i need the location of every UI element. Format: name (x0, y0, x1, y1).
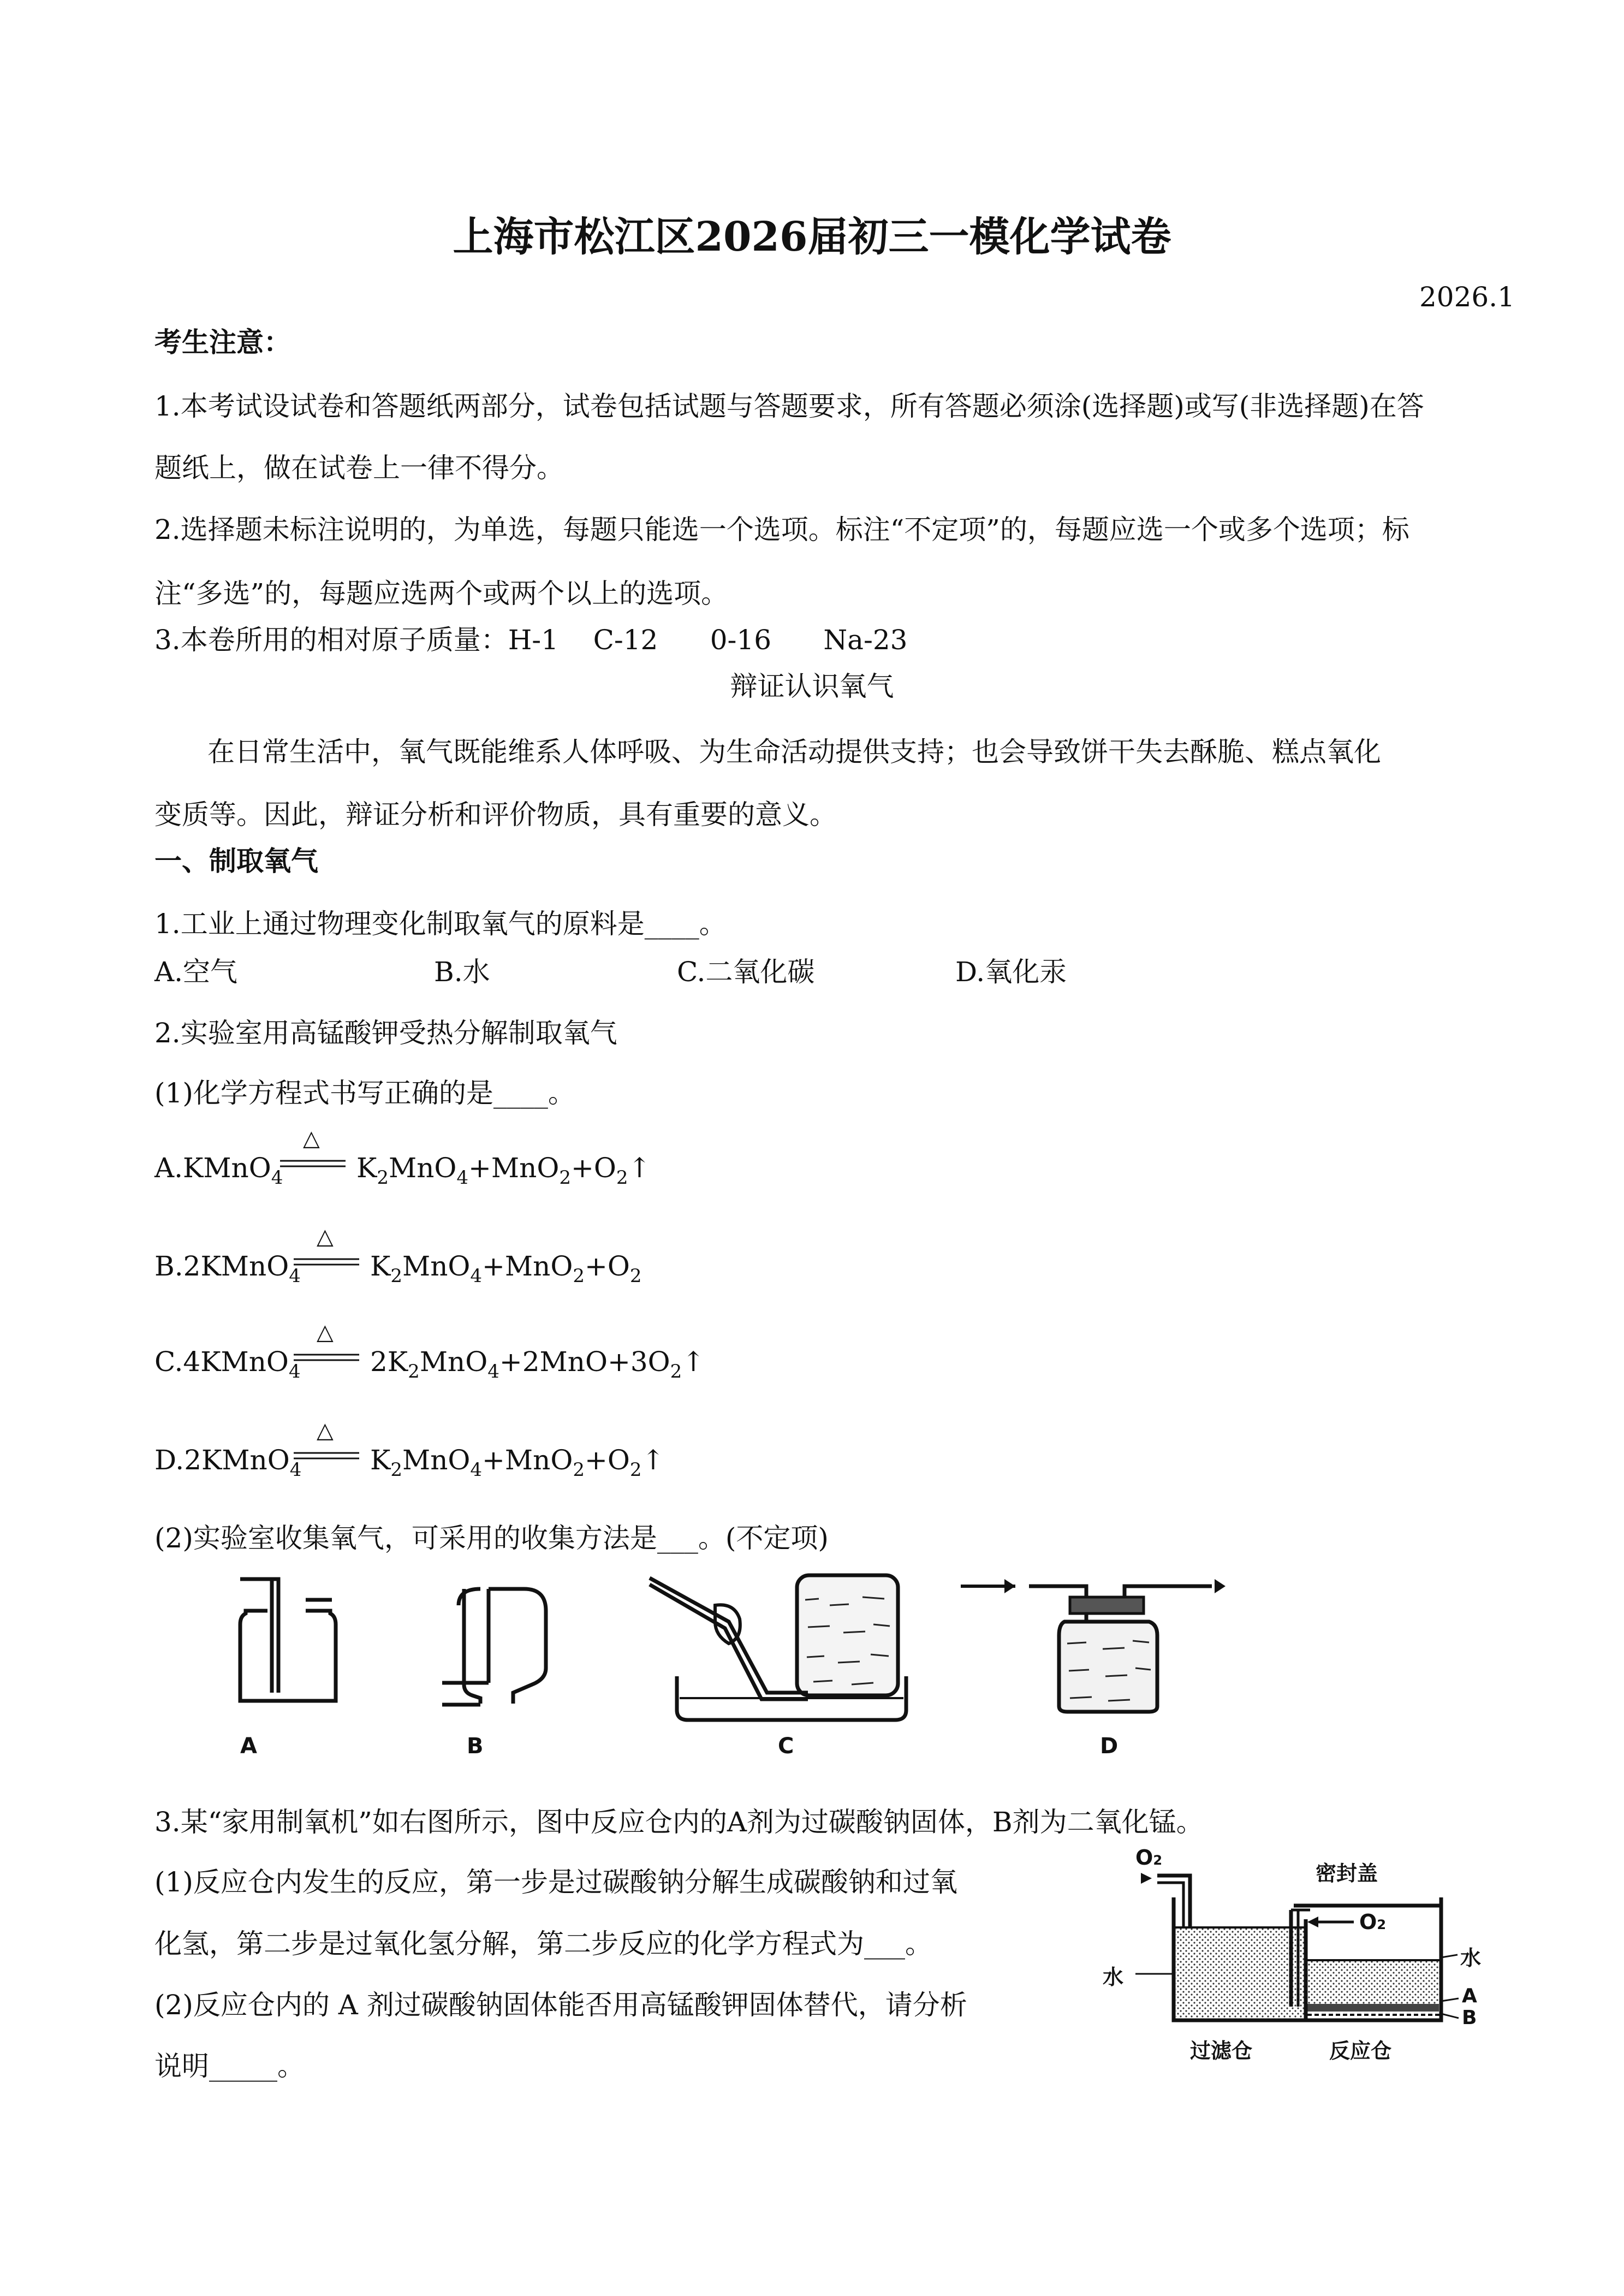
apparatus-b (442, 1589, 546, 1705)
reaction-chamber-label: 反应仓 (1329, 2039, 1392, 2063)
notice-heading: 考生注意： (154, 327, 291, 358)
water-label-right: 水 (1460, 1946, 1482, 1970)
passage-line-1: 在日常生活中，氧气既能维系人体呼吸、为生命活动提供支持；也会导致饼干失去酥脆、糕点氧化 (207, 736, 1381, 768)
q3-sub1-line2: 化氢，第二步是过氧化氢分解，第二步反应的化学方程式为___。 (154, 1928, 932, 1960)
passage-title: 辩证认识氧气 (730, 671, 894, 702)
q1-option-b: B.水 (434, 956, 490, 988)
q3-stem: 3.某“家用制氧机”如右图所示，图中反应仓内的A剂为过碳酸钠固体，B剂为二氧化锰。 (154, 1806, 1204, 1838)
collection-apparatus-figure (197, 1567, 1277, 1747)
o2-inlet-label: O2 (1359, 1910, 1387, 1934)
q1-option-d: D.氧化汞 (955, 956, 1067, 988)
apparatus-d (961, 1579, 1226, 1712)
figure-label-c: C (778, 1734, 794, 1759)
notice-item-1b: 题纸上，做在试卷上一律不得分。 (154, 452, 564, 484)
heat-sign: △ (317, 1224, 334, 1249)
agent-a-label: A (1462, 1985, 1477, 2007)
page-title: 上海市松江区2026届初三一模化学试卷 (453, 213, 1171, 260)
q1-option-c: C.二氧化碳 (677, 956, 815, 988)
heat-sign: △ (317, 1320, 334, 1345)
heat-sign: △ (317, 1418, 334, 1443)
oxygen-generator-diagram (1103, 1846, 1496, 2075)
water-label-left: 水 (1103, 1965, 1124, 1989)
notice-item-1a: 1.本考试设试卷和答题纸两部分，试卷包括试题与答题要求，所有答题必须涂(选择题)或写(非选择题)在答 (154, 390, 1424, 422)
section-heading: 一、制取氧气 (154, 845, 318, 877)
filter-chamber-label: 过滤仓 (1190, 2039, 1253, 2063)
figure-label-b: B (467, 1734, 484, 1759)
q2-sub1: (1)化学方程式书写正确的是____。 (154, 1077, 575, 1109)
figure-label-a: A (240, 1734, 257, 1759)
figure-label-d: D (1100, 1734, 1119, 1759)
o2-outlet-label: O2 (1135, 1846, 1163, 1870)
passage-line-2: 变质等。因此，辩证分析和评价物质，具有重要的意义。 (154, 799, 837, 830)
q2-stem: 2.实验室用高锰酸钾受热分解制取氧气 (154, 1017, 617, 1049)
q3-sub1-line1: (1)反应仓内发生的反应，第一步是过碳酸钠分解生成碳酸钠和过氧 (154, 1866, 957, 1898)
apparatus-c (650, 1575, 906, 1720)
apparatus-a (240, 1579, 336, 1701)
q3-sub2-line2: 说明_____。 (154, 2050, 305, 2082)
lid-label: 密封盖 (1316, 1861, 1378, 1885)
notice-item-2b: 注“多选”的，每题应选两个或两个以上的选项。 (154, 578, 729, 609)
agent-b-label: B (1462, 2007, 1477, 2029)
q3-sub2-line1: (2)反应仓内的 A 剂过碳酸钠固体能否用高锰酸钾固体替代，请分析 (154, 1989, 967, 2021)
q2-sub2: (2)实验室收集氧气，可采用的收集方法是___。(不定项) (154, 1522, 829, 1554)
heat-sign: △ (303, 1126, 320, 1151)
q1-option-a: A.空气 (154, 956, 238, 988)
q1-stem: 1.工业上通过物理变化制取氧气的原料是____。 (154, 908, 727, 940)
exam-date: 2026.1 (1419, 281, 1515, 313)
notice-item-2a: 2.选择题未标注说明的，为单选，每题只能选一个选项。标注“不定项”的，每题应选一个或多个选项；标 (154, 514, 1409, 545)
notice-item-3: 3.本卷所用的相对原子质量：H-1 C-12 0-16 Na-23 (154, 624, 908, 656)
